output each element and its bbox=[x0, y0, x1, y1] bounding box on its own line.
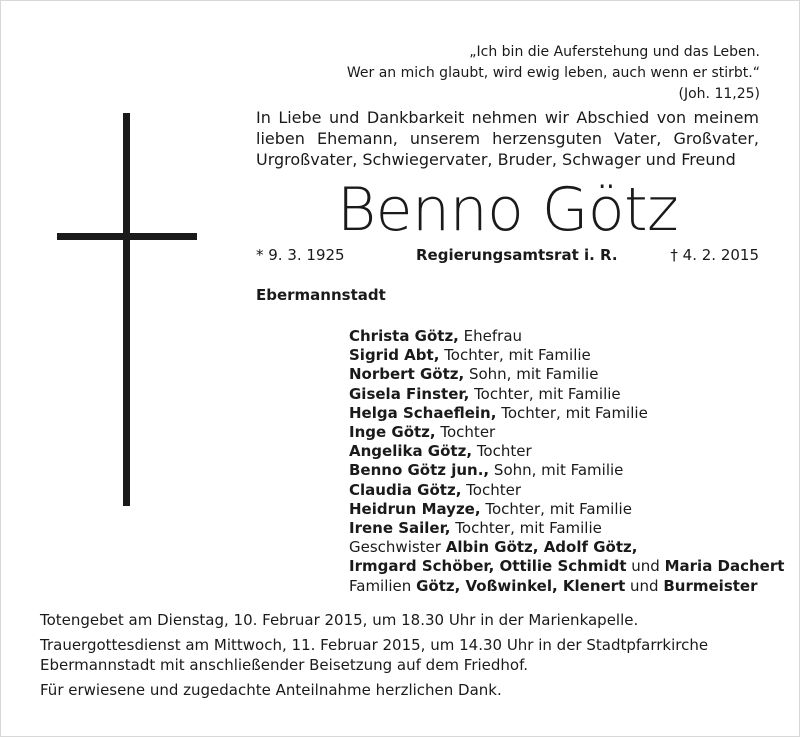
mourner-relation: Tochter, mit Familie bbox=[455, 519, 602, 538]
mourner-row bbox=[349, 481, 784, 500]
cross-horizontal-bar bbox=[57, 233, 197, 240]
siblings-names-2a: Irmgard Schöber, Ottilie Schmidt bbox=[349, 557, 627, 576]
mourner-row bbox=[349, 500, 784, 519]
mourner-row bbox=[349, 423, 784, 442]
mourner-row bbox=[349, 404, 784, 423]
mourner-name: Inge Götz, bbox=[349, 423, 436, 442]
quote-reference: (Joh. 11,25) bbox=[678, 86, 760, 102]
bible-quote bbox=[347, 42, 760, 105]
mourner-row bbox=[349, 365, 784, 384]
mourner-name: Helga Schaeflein, bbox=[349, 403, 497, 422]
mourner-relation: Tochter bbox=[466, 480, 521, 499]
mourner-name: Claudia Götz, bbox=[349, 480, 462, 499]
mourner-relation: Tochter, mit Familie bbox=[444, 346, 591, 365]
mourner-row bbox=[349, 327, 784, 346]
siblings-names-1: Albin Götz, Adolf Götz, bbox=[445, 538, 638, 557]
mourner-relation: Tochter, mit Familie bbox=[474, 384, 621, 403]
prayer-service-text: Totengebet am Dienstag, 10. Februar 2015, um 18.30 Uhr in der Marienkapelle. bbox=[40, 611, 639, 629]
siblings-prefix: Geschwister bbox=[349, 538, 441, 557]
mourner-row bbox=[349, 385, 784, 404]
mourner-name: Christa Götz, bbox=[349, 327, 459, 345]
siblings-names-2b: Maria Dachert bbox=[664, 557, 785, 576]
service-information bbox=[40, 610, 760, 700]
mourner-name: Heidrun Mayze, bbox=[349, 499, 481, 518]
mourner-row bbox=[349, 442, 784, 461]
mourner-relation: Tochter bbox=[440, 423, 496, 442]
mourner-relation: Tochter, mit Familie bbox=[485, 499, 632, 518]
mourner-row bbox=[349, 461, 784, 480]
mourner-relation: Sohn, mit Familie bbox=[468, 365, 599, 384]
quote-line-1: „Ich bin die Auferstehung und das Leben. bbox=[469, 44, 760, 60]
mourner-name: Gisela Finster, bbox=[349, 384, 470, 403]
families-prefix: Familien bbox=[349, 576, 412, 595]
siblings-and: und bbox=[631, 557, 660, 576]
mourner-relation: Tochter bbox=[476, 442, 532, 461]
families-names: Götz, Voßwinkel, Klenert bbox=[416, 576, 626, 595]
death-date: † 4. 2. 2015 bbox=[670, 246, 759, 264]
mourner-relation: Sohn, mit Familie bbox=[493, 461, 624, 480]
families-and: und bbox=[630, 576, 659, 595]
birth-date: * 9. 3. 1925 bbox=[256, 246, 345, 264]
siblings-line-1 bbox=[349, 538, 784, 557]
funeral-service-text-cont: Ebermannstadt mit anschließender Beisetzung auf dem Friedhof. bbox=[40, 656, 529, 674]
mourner-name: Sigrid Abt, bbox=[349, 346, 440, 365]
mourner-relation: Ehefrau bbox=[463, 327, 523, 345]
deceased-name: Benno Götz bbox=[336, 175, 679, 245]
mourner-name: Irene Sailer, bbox=[349, 519, 451, 538]
place-of-residence: Ebermannstadt bbox=[256, 286, 386, 304]
mourners-list bbox=[349, 327, 784, 596]
siblings-line-2 bbox=[349, 557, 784, 576]
cross-vertical-bar bbox=[123, 113, 130, 506]
mourner-name: Norbert Götz, bbox=[349, 365, 465, 384]
families-last: Burmeister bbox=[663, 576, 758, 595]
families-line bbox=[349, 577, 784, 596]
mourner-name: Angelika Götz, bbox=[349, 442, 473, 461]
deceased-title: Regierungsamtsrat i. R. bbox=[416, 246, 618, 264]
mourner-row bbox=[349, 519, 784, 538]
intro-text: In Liebe und Dankbarkeit nehmen wir Abschied von meinem lieben Ehemann, unserem herzensguten Vater, Großvater, Urgroßvater, Schwiegervater, Bruder, Schwager und Freund bbox=[256, 108, 759, 169]
mourner-relation: Tochter, mit Familie bbox=[501, 403, 648, 422]
mourner-name: Benno Götz jun., bbox=[349, 461, 490, 480]
mourner-row bbox=[349, 346, 784, 365]
quote-line-2: Wer an mich glaubt, wird ewig leben, auch wenn er stirbt.“ bbox=[346, 65, 760, 81]
thanks-text: Für erwiesene und zugedachte Anteilnahme herzlichen Dank. bbox=[40, 681, 502, 699]
funeral-service-text: Trauergottesdienst am Mittwoch, 11. Februar 2015, um 14.30 Uhr in der Stadtpfarrkirche bbox=[40, 636, 709, 654]
